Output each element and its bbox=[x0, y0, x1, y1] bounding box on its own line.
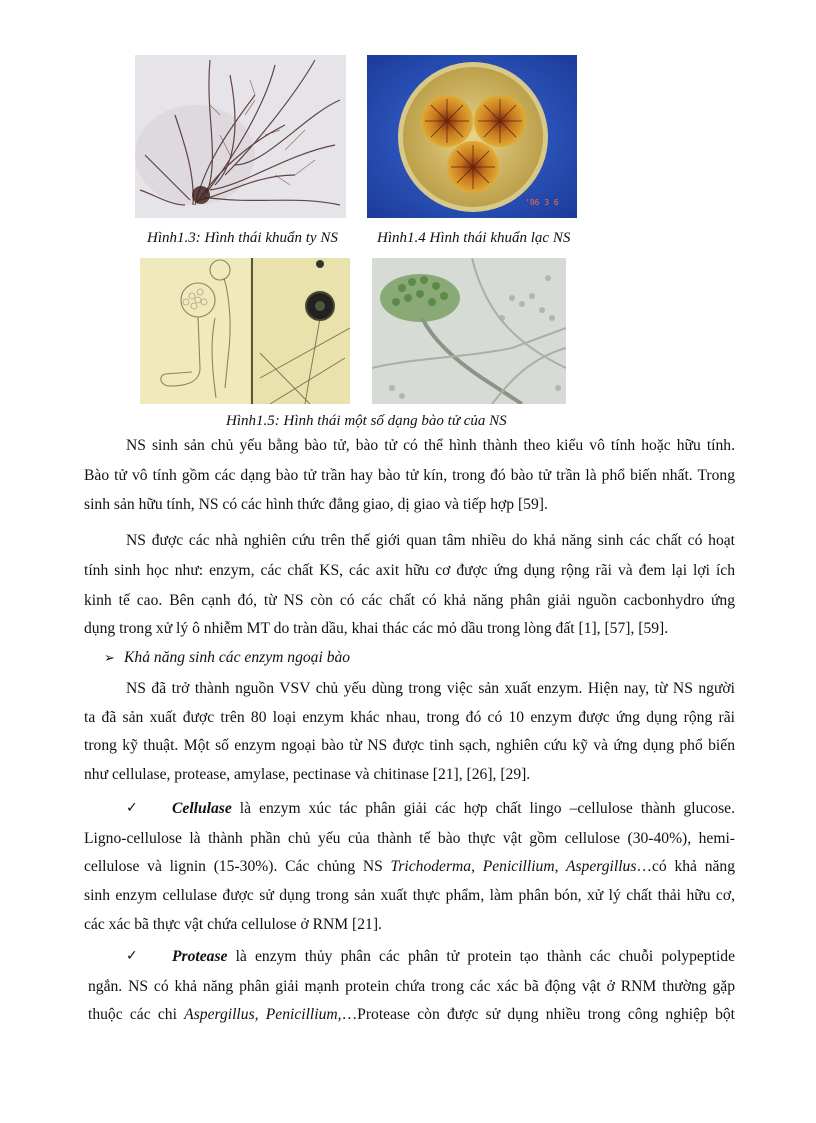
sporangia-micrograph bbox=[140, 258, 350, 404]
colony-petri-dish-photo bbox=[367, 55, 577, 218]
paragraph-line: kinh tế cao. Bên cạnh đó, từ NS còn có các chất có khả năng phân giải nguồn cacbonhydro ứng bbox=[84, 592, 735, 609]
paragraph-line: các xác bã thực vật chứa cellulose ở RNM [21]. bbox=[84, 916, 382, 933]
figure-1-3-caption: Hình1.3: Hình thái khuẩn ty NS bbox=[147, 230, 338, 246]
paragraph-line: NS sinh sản chủ yếu bằng bào tử, bào tử có thể hình thành theo kiểu vô tính hoặc hữu tính. bbox=[126, 437, 735, 454]
paragraph-line: ngắn. NS có khả năng phân giải mạnh protein chứa trong các xác bã động vật ở RNM thường gặp bbox=[88, 978, 735, 995]
protease-first-line: Protease là enzym thủy phân các phân tử protein tạo thành các chuỗi polypeptide bbox=[172, 948, 735, 965]
paragraph-line: sinh sản hữu tính, NS có các hình thức đẳng giao, dị giao và tiếp hợp [59]. bbox=[84, 496, 548, 513]
checkmark-icon: ✓ bbox=[126, 800, 138, 816]
term-protease: Protease bbox=[172, 948, 228, 965]
cellulase-first-line: Cellulase là enzym xúc tác phân giải các hợp chất lingo –cellulose thành glucose. bbox=[172, 800, 735, 817]
paragraph-line: NS đã trở thành nguồn VSV chủ yếu dùng trong việc sản xuất enzym. Hiện nay, từ NS người bbox=[126, 680, 735, 697]
paragraph-line: dụng trong xử lý ô nhiễm MT do tràn dầu, khai thác các mỏ dầu trong lòng đất [1], [57], [59]. bbox=[84, 620, 669, 637]
photo-date-stamp: '06 3 6 bbox=[525, 198, 559, 207]
hyphae-drawing bbox=[135, 55, 346, 218]
hyphae-micrograph bbox=[135, 55, 346, 218]
cellulase-genera-line: cellulose và lignin (15-30%). Các chủng NS Trichoderma, Penicillium, Aspergillus…có khả năng bbox=[84, 858, 736, 875]
paragraph-line: như cellulase, protease, amylase, pectinase và chitinase [21], [26], [29]. bbox=[84, 766, 531, 783]
section-subheading: Khả năng sinh các enzym ngoại bào bbox=[124, 649, 351, 666]
paragraph-line: ta đã sản xuất được trên 80 loại enzym khác nhau, trong đó có 10 enzym được ứng dụng rộng rãi bbox=[84, 709, 735, 726]
conidiophore-drawing bbox=[372, 258, 566, 404]
conidiophore-micrograph bbox=[372, 258, 566, 404]
paragraph-line: Ligno-cellulose là thành phần chủ yếu của thành tế bào thực vật gồm cellulose (30-40%), hemi- bbox=[84, 830, 735, 847]
paragraph-line: trong kỹ thuật. Một số enzym ngoại bào từ NS được tinh sạch, nghiên cứu kỹ và ứng dụng phổ biến bbox=[84, 737, 735, 754]
checkmark-icon: ✓ bbox=[126, 948, 138, 964]
figure-1-5-caption: Hình1.5: Hình thái một số dạng bào tử của NS bbox=[226, 413, 507, 429]
paragraph-line: tính sinh học như: enzym, các chất KS, các axit hữu cơ được ứng dụng rộng rãi và đem lại lợi ích bbox=[84, 562, 735, 579]
paragraph-line: sinh enzym cellulase được sử dụng trong sản xuất thực phẩm, làm phân bón, xử lý chất thải hữu cơ, bbox=[84, 887, 735, 904]
sporangia-drawing bbox=[140, 258, 350, 404]
protease-genera-line: thuộc các chi Aspergillus, Penicillium,…Protease còn được sử dụng nhiều trong công nghiệp bột bbox=[88, 1006, 735, 1023]
petri-dish-drawing bbox=[367, 55, 577, 218]
arrow-bullet-icon: ➢ bbox=[104, 651, 115, 666]
paragraph-line: Bào tử vô tính gồm các dạng bào tử trần hay bào tử kín, trong đó bào tử trần là phổ biến nhất. Trong bbox=[84, 467, 735, 484]
figure-1-4-caption: Hình1.4 Hình thái khuẩn lạc NS bbox=[377, 230, 571, 246]
term-cellulase: Cellulase bbox=[172, 800, 232, 817]
paragraph-line: NS được các nhà nghiên cứu trên thế giới quan tâm nhiều do khả năng sinh các chất có hoạt bbox=[126, 532, 735, 549]
